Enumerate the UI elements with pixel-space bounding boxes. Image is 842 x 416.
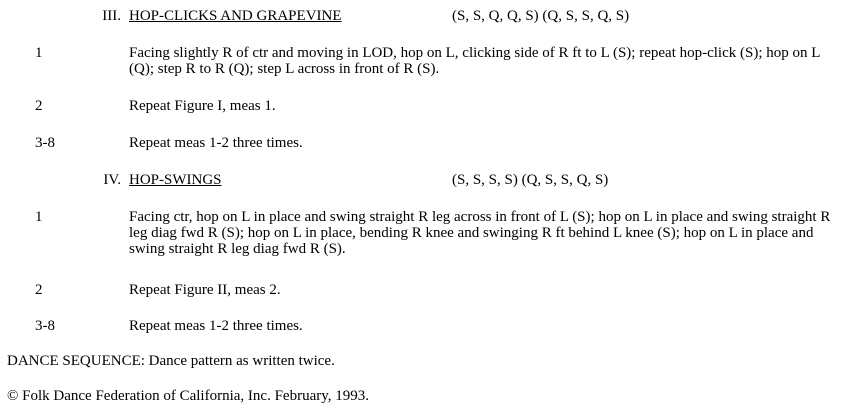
figure-4-rhythm: (S, S, S, S) (Q, S, S, Q, S): [452, 172, 609, 188]
figure-3-meas-3-8-text: Repeat meas 1-2 three times.: [129, 135, 303, 151]
figure-4-meas-2-number: 2: [35, 282, 43, 298]
figure-3-numeral: III.: [102, 8, 121, 24]
figure-4-title: HOP-SWINGS: [129, 172, 222, 188]
figure-4-meas-3-8-number: 3-8: [35, 318, 55, 334]
figure-4-meas-1-text: Facing ctr, hop on L in place and swing straight R leg across in front of L (S); hop on L in place and swing straight R leg diag fwd R (S); hop on L in place, bending R knee and swinging R ft behind L knee (S); hop on L in place and swing straight R leg diag fwd R (S).: [129, 209, 831, 257]
figure-3-meas-1-text: Facing slightly R of ctr and moving in LOD, hop on L, clicking side of R ft to L (S); repeat hop-click (S); hop on L (Q); step R to R (Q); step L across in front of R (S).: [129, 45, 820, 77]
figure-4-numeral: IV.: [103, 172, 121, 188]
figure-3-meas-3-8-number: 3-8: [35, 135, 55, 151]
figure-4-meas-2-text: Repeat Figure II, meas 2.: [129, 282, 281, 298]
figure-4-meas-1-number: 1: [35, 209, 43, 225]
copyright-notice: © Folk Dance Federation of California, Inc. February, 1993.: [7, 388, 369, 404]
dance-sequence: DANCE SEQUENCE: Dance pattern as written twice.: [7, 353, 335, 369]
figure-3-meas-1-number: 1: [35, 45, 43, 61]
figure-3-rhythm: (S, S, Q, Q, S) (Q, S, S, Q, S): [452, 8, 630, 24]
figure-3-meas-2-number: 2: [35, 98, 43, 114]
figure-3-title: HOP-CLICKS AND GRAPEVINE: [129, 8, 342, 24]
figure-4-meas-3-8-text: Repeat meas 1-2 three times.: [129, 318, 303, 334]
figure-3-meas-2-text: Repeat Figure I, meas 1.: [129, 98, 276, 114]
